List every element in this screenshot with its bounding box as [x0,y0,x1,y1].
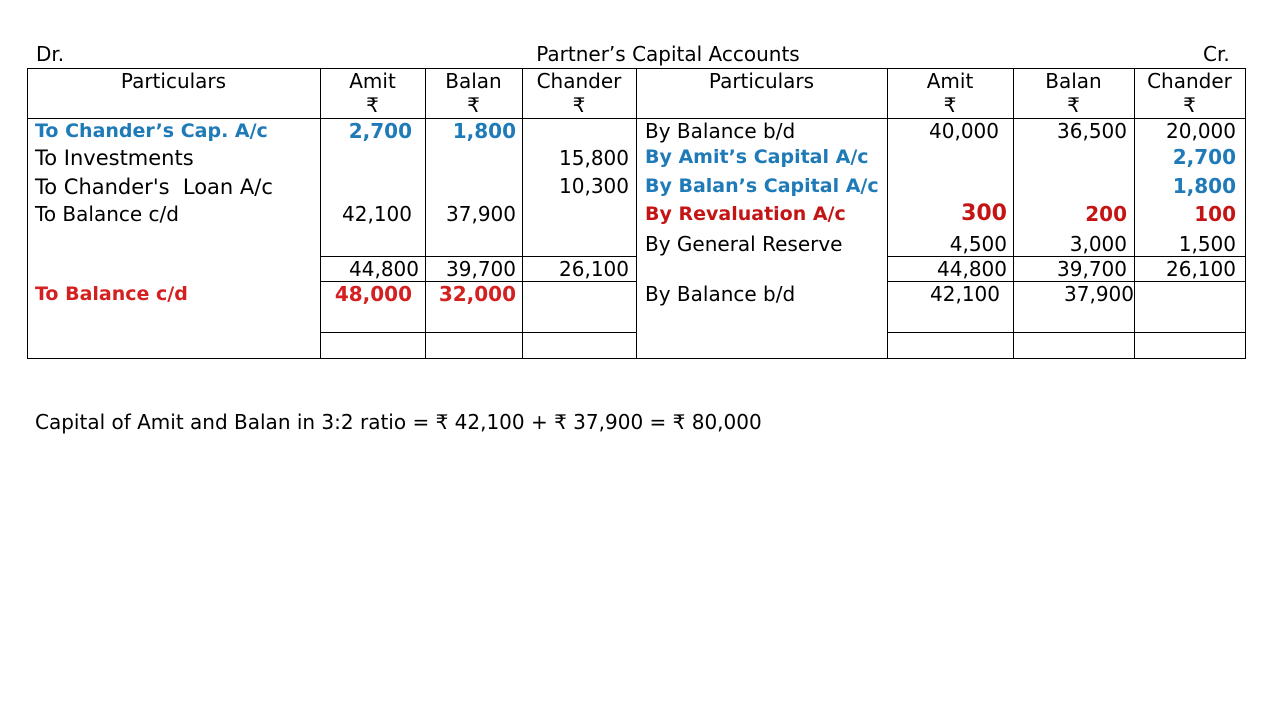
debit-row-chander: 10,300 [559,174,629,198]
debit-particulars-header: Particulars [120,69,227,93]
credit-balan-header: Balan [1045,69,1102,93]
credit-row-chander: 1,800 [1172,174,1236,198]
credit-row-chander: 2,700 [1172,145,1236,169]
capital-ratio-note: Capital of Amit and Balan in 3:2 ratio = ₹ 42,100 + ₹ 37,900 = ₹ 80,000 [35,410,762,434]
credit-after-balan: 37,900 [1064,282,1134,306]
debit-row-amit: 2,700 [348,119,412,143]
rupee-symbol: ₹ [1183,93,1196,117]
credit-row-balan: 200 [1085,202,1127,226]
row-line [320,332,637,333]
page-title: Partner’s Capital Accounts [536,42,800,66]
credit-row-chander: 20,000 [1166,119,1236,143]
debit-row-label: To Balance c/d [35,202,179,226]
row-line [887,332,1246,333]
credit-row-amit: 40,000 [929,119,999,143]
credit-row-amit: 4,500 [949,232,1007,256]
debit-row-label: To Investments [35,146,194,170]
debit-balan-header: Balan [445,69,502,93]
credit-row-balan: 36,500 [1057,119,1127,143]
ledger-left-border [27,68,28,359]
debit-after-balan: 32,000 [438,282,516,306]
credit-after-label: By Balance b/d [645,282,796,306]
credit-row-label: By Revaluation A/c [645,203,846,225]
credit-chander-header: Chander [1147,69,1232,93]
ledger-right-border [1245,68,1246,359]
debit-row-label: To Chander's Loan A/c [35,175,273,199]
credit-row-label: By Balance b/d [645,119,796,143]
debit-row-balan: 1,800 [452,119,516,143]
debit-row-balan: 37,900 [446,202,516,226]
credit-row-amit: 300 [961,201,1007,226]
debit-chander-header: Chander [536,69,622,93]
credit-amit-header: Amit [926,69,974,93]
credit-total-chander: 26,100 [1166,257,1236,281]
rupee-symbol: ₹ [943,93,957,117]
credit-particulars-header: Particulars [708,69,815,93]
credit-after-amit: 42,100 [930,282,1000,306]
debit-row-label: To Chander’s Cap. A/c [35,120,268,142]
column-divider [636,68,637,359]
rupee-symbol: ₹ [366,93,379,117]
debit-amit-header: Amit [349,69,396,93]
debit-row-chander: 15,800 [559,146,629,170]
credit-total-balan: 39,700 [1057,257,1127,281]
debit-after-label: To Balance c/d [35,283,188,305]
credit-row-chander: 100 [1194,202,1236,226]
debit-total-amit: 44,800 [349,257,419,281]
debit-label: Dr. [36,42,65,66]
debit-total-balan: 39,700 [446,257,516,281]
credit-total-amit: 44,800 [937,257,1007,281]
debit-total-chander: 26,100 [559,257,629,281]
rupee-symbol: ₹ [572,93,586,117]
credit-row-label: By General Reserve [645,232,843,256]
debit-after-amit: 48,000 [334,282,412,306]
credit-row-label: By Balan’s Capital A/c [645,175,879,197]
rupee-symbol: ₹ [467,93,480,117]
debit-row-amit: 42,100 [342,202,412,226]
credit-row-label: By Amit’s Capital A/c [645,146,869,168]
capital-accounts-ledger [27,68,1246,359]
credit-row-chander: 1,500 [1178,232,1236,256]
rupee-symbol: ₹ [1067,93,1080,117]
credit-row-balan: 3,000 [1069,232,1127,256]
credit-label: Cr. [1203,42,1230,66]
